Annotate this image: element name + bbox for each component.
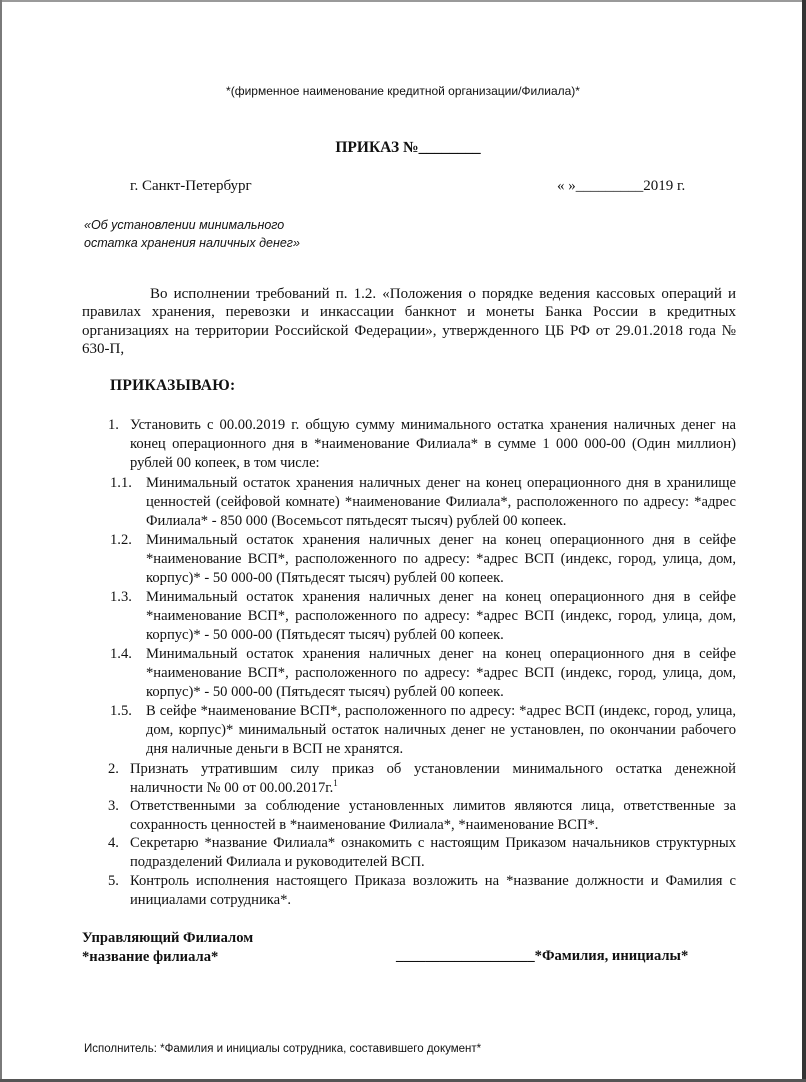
- item-text: Минимальный остаток хранения наличных денег на конец операционного дня в сейфе *наименование ВСП*, расположенного по адресу: *адрес ВСП (индекс, город, улица, дом, корпус)* - 50 000-00 (Пятьдесят тысяч) рублей 00 копеек.: [146, 646, 736, 701]
- order-subject: [84, 216, 344, 252]
- item-text: Секретарю *название Филиала* ознакомить с настоящим Приказом начальников структурных подразделений Филиала и руководителей ВСП.: [130, 835, 736, 871]
- order-subject-line-2: остатка хранения наличных денег»: [84, 236, 300, 250]
- item-text: Минимальный остаток хранения наличных денег на конец операционного дня в хранилище ценностей (сейфовой комнате) *наименование Филиала*, расположенного по адресу: *адрес Филиала* - 850 000 (Восемьсот пятьдесят тысяч) рублей 00 копеек.: [146, 475, 736, 530]
- item-number: 1.3.: [110, 589, 132, 605]
- item-number: 2.: [108, 761, 119, 777]
- item-number: 1.: [108, 417, 119, 433]
- executor-note: Исполнитель: *Фамилия и инициалы сотрудника, составившего документ*: [84, 1043, 482, 1055]
- item-number: 1.4.: [110, 646, 132, 662]
- order-date: « »_________2019 г.: [557, 178, 686, 194]
- page-border-left: [0, 0, 2, 1082]
- order-heading: ПРИКАЗЫВАЮ:: [110, 377, 236, 394]
- organization-name-placeholder: *(фирменное наименование кредитной организации/Филиала)*: [226, 84, 580, 98]
- order-subject-line-1: «Об установлении минимального: [84, 218, 285, 232]
- item-text: В сейфе *наименование ВСП*, расположенного по адресу: *адрес ВСП (индекс, город, улица, дом, корпус)* минимальный остаток наличных денег не установлен, по окончании рабочего дня наличные деньги в ВСП не хранятся.: [146, 703, 736, 758]
- item-number: 1.1.: [110, 475, 132, 491]
- page-border-top: [0, 0, 806, 2]
- item-text: Установить с 00.00.2019 г. общую сумму минимального остатка хранения наличных денег на конец операционного дня в *наименование Филиала* в сумме 1 000 000-00 (Один миллион) рублей 00 копеек, в том числе:: [130, 417, 736, 472]
- signatory-branch: *название филиала*: [82, 949, 219, 965]
- page-border-right: [802, 0, 806, 1082]
- item-text: [130, 760, 736, 798]
- item-text: Контроль исполнения настоящего Приказа возложить на *название должности и Фамилия с инициалами сотрудника*.: [130, 873, 736, 909]
- item-text: Ответственными за соблюдение установленных лимитов являются лица, ответственные за сохранность ценностей в *наименование Филиала*, *наименование ВСП*.: [130, 798, 736, 834]
- item-2-text: Признать утратившим силу приказ об установлении минимального остатка денежной наличности № 00 от 00.00.2017г.: [130, 761, 736, 797]
- order-city: г. Санкт-Петербург: [130, 178, 252, 194]
- signatory-block: [82, 929, 253, 967]
- signature-line: ___________________*Фамилия, инициалы*: [396, 948, 689, 964]
- intro-paragraph: Во исполнении требований п. 1.2. «Положения о порядке ведения кассовых операций и правилах хранения, перевозки и инкассации банкнот и монеты Банка России в кредитных организациях на территории Российской Федерации», утвержденного ЦБ РФ от 29.01.2018 года № 630-П,: [82, 286, 736, 358]
- item-number: 3.: [108, 798, 119, 814]
- item-number: 1.2.: [110, 532, 132, 548]
- item-text: Минимальный остаток хранения наличных денег на конец операционного дня в сейфе *наименование ВСП*, расположенного по адресу: *адрес ВСП (индекс, город, улица, дом, корпус)* - 50 000-00 (Пятьдесят тысяч) рублей 00 копеек.: [146, 589, 736, 644]
- item-number: 5.: [108, 873, 119, 889]
- item-text: Минимальный остаток хранения наличных денег на конец операционного дня в сейфе *наименование ВСП*, расположенного по адресу: *адрес ВСП (индекс, город, улица, дом, корпус)* - 50 000-00 (Пятьдесят тысяч) рублей 00 копеек.: [146, 532, 736, 587]
- item-number: 1.5.: [110, 703, 132, 719]
- footnote-marker: 1: [333, 778, 338, 789]
- item-number: 4.: [108, 835, 119, 851]
- signatory-title: Управляющий Филиалом: [82, 930, 254, 946]
- order-title: ПРИКАЗ №________: [335, 139, 481, 156]
